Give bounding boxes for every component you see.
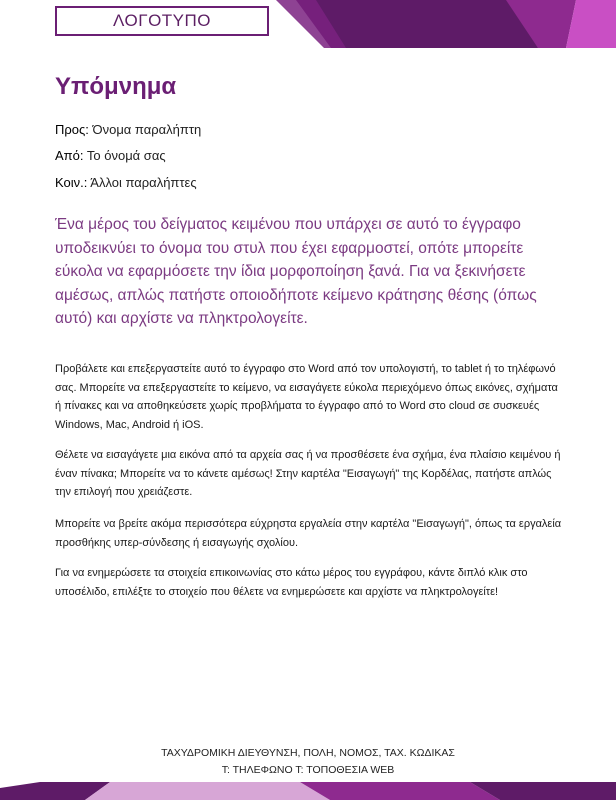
from-value[interactable]: Το όνομά σας bbox=[86, 148, 166, 163]
cc-value[interactable]: Άλλοι παραλήπτες bbox=[90, 175, 197, 190]
memo-title[interactable]: Υπόμνημα bbox=[55, 73, 177, 100]
cc-label: Κοιν.: bbox=[55, 175, 88, 190]
from-field[interactable] bbox=[55, 147, 166, 165]
from-label: Από: bbox=[55, 148, 84, 163]
footer-band-light bbox=[85, 782, 330, 800]
footer-band-mid bbox=[300, 782, 500, 800]
footer-contact[interactable]: Τ: ΤΗΛΕΦΩΝΟ Τ: ΤΟΠΟΘΕΣΙΑ WEB bbox=[221, 764, 395, 776]
footer-decoration bbox=[0, 782, 616, 800]
to-label: Προς: bbox=[55, 122, 89, 137]
body-paragraph-1[interactable]: Προβάλετε και επεξεργαστείτε αυτό το έγγραφο στο Word από τον υπολογιστή, το tablet ή το τηλέφωνό σας. Μπορείτε να επεξεργαστείτε το κείμενο, να εισαγάγετε εύκολα περιεχόμενο όπως εικόνες, σχήματα ή πίνακες και να αποθηκεύσετε χωρίς προβλήματα το έγγραφο από το Word στο cloud σε συσκευές Windows, Mac, Android ή iOS. bbox=[55, 363, 558, 431]
to-value[interactable]: Όνομα παραλήπτη bbox=[92, 122, 202, 137]
intro-paragraph[interactable]: Ένα μέρος του δείγματος κειμένου που υπάρχει σε αυτό το έγγραφο υποδεικνύει το όνομα του στυλ που έχει εφαρμοστεί, οπότε μπορείτε εύκολα να εφαρμόσετε την ίδια μορφοποίηση ξανά. Για να ξεκινήσετε αμέσως, απλώς πατήστε οποιοδήποτε κείμενο κράτησης θέσης (όπως αυτό) και αρχίστε να πληκτρολογείτε. bbox=[55, 216, 537, 327]
logo-placeholder[interactable] bbox=[55, 6, 269, 36]
header-decoration bbox=[276, 0, 616, 48]
body-paragraph-3[interactable]: Μπορείτε να βρείτε ακόμα περισσότερα εύχρηστα εργαλεία στην καρτέλα "Εισαγωγή", όπως τα εργαλεία προσθήκης υπερ-σύνδεσης ή εισαγωγής σχολίου. bbox=[55, 518, 562, 549]
body-paragraph-4[interactable]: Για να ενημερώσετε τα στοιχεία επικοινωνίας στο κάτω μέρος του εγγράφου, κάντε διπλό κλικ στο υποσέλιδο, επιλέξτε το στοιχείο που θέλετε να ενημερώσετε και αρχίστε να πληκτρολογείτε! bbox=[55, 567, 528, 598]
footer-address[interactable]: ΤΑΧΥΔΡΟΜΙΚΗ ΔΙΕΥΘΥΝΣΗ, ΠΟΛΗ, ΝΟΜΟΣ, ΤΑΧ. ΚΩΔΙΚΑΣ bbox=[161, 747, 455, 759]
logo-text: ΛΟΓΟΤΥΠΟ bbox=[112, 11, 212, 30]
to-field[interactable] bbox=[55, 121, 201, 139]
cc-field[interactable] bbox=[55, 174, 197, 192]
body-paragraph-2[interactable]: Θέλετε να εισαγάγετε μια εικόνα από τα αρχεία σας ή να προσθέσετε ένα σχήμα, ένα πλαίσιο κειμένου ή έναν πίνακα; Μπορείτε να το κάνετε αμέσως! Στην καρτέλα "Εισαγωγή" της Κορδέλας, πατήστε απλώς την επιλογή που χρειάζεστε. bbox=[55, 449, 561, 498]
